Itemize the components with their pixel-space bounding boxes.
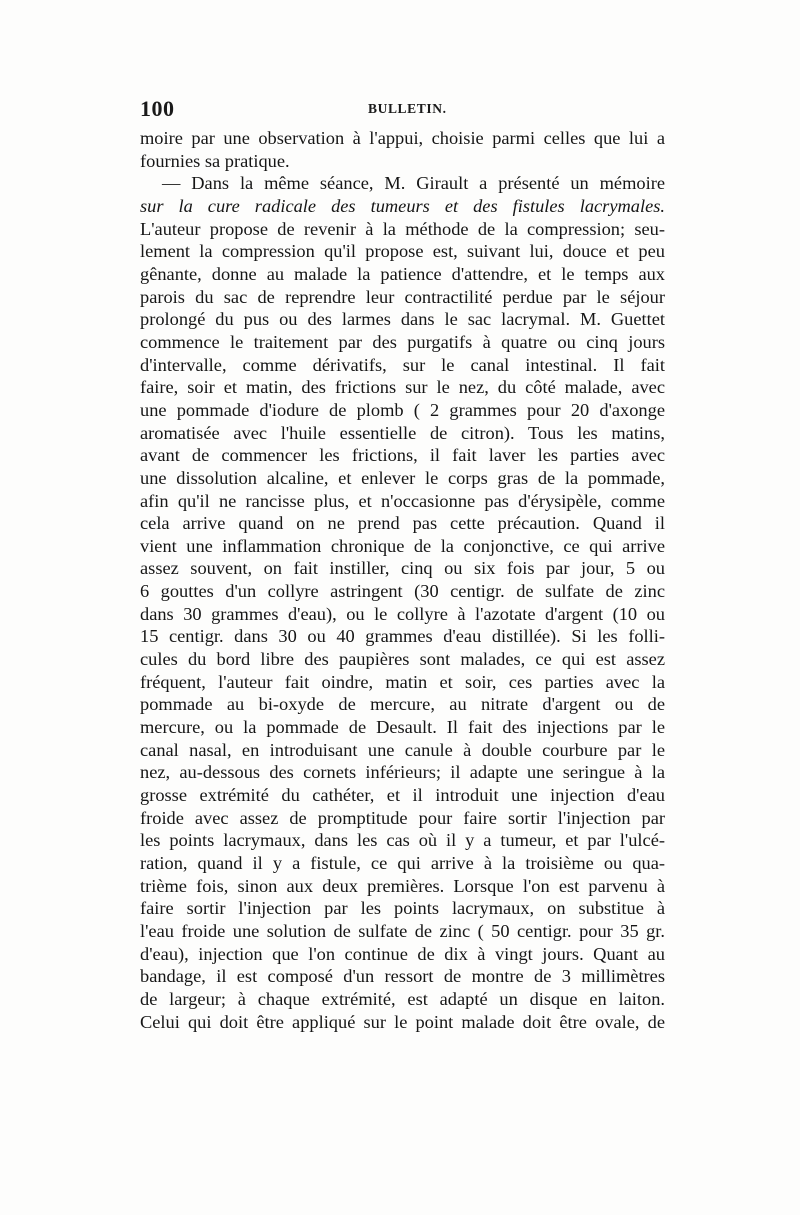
text-line-italic <box>140 195 665 218</box>
text-line: avant de commencer les frictions, il fait laver les parties avec <box>140 445 665 466</box>
text-line: les points lacrymaux, dans les cas où il y a tumeur, et par l'ulcé- <box>140 830 665 851</box>
text-line: faire, soir et matin, des frictions sur le nez, du côté malade, avec <box>140 377 665 398</box>
text-line: trième fois, sinon aux deux premières. Lorsque l'on est parvenu à <box>140 875 665 896</box>
text-line: assez souvent, on fait instiller, cinq ou six fois par jour, 5 ou <box>140 558 665 579</box>
page-number: 100 <box>140 96 175 121</box>
text-line: ration, quand il y a fistule, ce qui arrive à la troisième ou qua- <box>140 853 665 873</box>
body-text <box>140 127 665 1033</box>
text-line: bandage, il est composé d'un ressort de montre de 3 millimètres <box>140 966 665 987</box>
text-line: gênante, donne au malade la patience d'attendre, et le temps aux <box>140 263 665 284</box>
text-line: fréquent, l'auteur fait oindre, matin et soir, ces parties avec la <box>140 671 665 692</box>
text-line: L'auteur propose de revenir à la méthode de la compression; seu- <box>140 218 665 239</box>
text-line: cules du bord libre des paupières sont malades, ce qui est assez <box>140 649 665 670</box>
italic-title: sur la cure radicale des tumeurs et des fistules lacrymales. <box>140 195 665 216</box>
page-header <box>140 96 665 124</box>
text-line: d'intervalle, comme dérivatifs, sur le canal intestinal. Il fait <box>140 354 665 375</box>
text-line: — Dans la même séance, M. Girault a présenté un mémoire <box>162 173 665 194</box>
text-line: mercure, ou la pommade de Desault. Il fait des injections par le <box>140 717 665 738</box>
text-line: Celui qui doit être appliqué sur le point malade doit être ovale, de <box>140 1011 665 1032</box>
text-line: une dissolution alcaline, et enlever le corps gras de la pommade, <box>140 467 665 488</box>
text-line: nez, au-dessous des cornets inférieurs; il adapte une seringue à la <box>140 762 665 783</box>
text-line: prolongé du pus ou des larmes dans le sac lacrymal. M. Guettet <box>140 309 665 330</box>
text-line: afin qu'il ne rancisse plus, et n'occasionne pas d'érysipèle, comme <box>140 490 665 511</box>
text-line: une pommade d'iodure de plomb ( 2 grammes pour 20 d'axonge <box>140 399 665 420</box>
text-line: faire sortir l'injection par les points lacrymaux, on substitue à <box>140 898 665 919</box>
text-line: 6 gouttes d'un collyre astringent (30 centigr. de sulfate de zinc <box>140 581 665 602</box>
text-line: d'eau), injection que l'on continue de dix à vingt jours. Quant au <box>140 943 665 964</box>
text-line: moire par une observation à l'appui, choisie parmi celles que lui a <box>140 128 665 148</box>
text-line: parois du sac de reprendre leur contractilité perdue par le séjour <box>140 286 665 307</box>
running-head: BULLETIN. <box>368 101 447 116</box>
text-line: 15 centigr. dans 30 ou 40 grammes d'eau distillée). Si les folli- <box>140 626 665 647</box>
text-line: fournies sa pratique. <box>140 150 290 171</box>
text-line: grosse extrémité du cathéter, et il introduit une injection d'eau <box>140 785 665 806</box>
text-line: l'eau froide une solution de sulfate de zinc ( 50 centigr. pour 35 gr. <box>140 920 665 941</box>
text-line: lement la compression qu'il propose est, suivant lui, douce et peu <box>140 241 665 262</box>
text-line: de largeur; à chaque extrémité, est adapté un disque en laiton. <box>140 988 665 1009</box>
text-line: commence le traitement par des purgatifs à quatre ou cinq jours <box>140 331 665 352</box>
text-line: vient une inflammation chronique de la conjonctive, ce qui arrive <box>140 535 665 556</box>
text-line: pommade au bi-oxyde de mercure, au nitrate d'argent ou de <box>140 694 665 715</box>
text-line: canal nasal, en introduisant une canule à double courbure par le <box>140 739 665 760</box>
text-line: cela arrive quand on ne prend pas cette précaution. Quand il <box>140 513 665 534</box>
text-line: dans 30 grammes d'eau), ou le collyre à l'azotate d'argent (10 ou <box>140 603 665 624</box>
text-line: aromatisée avec l'huile essentielle de citron). Tous les matins, <box>140 422 665 443</box>
text-line: froide avec assez de promptitude pour faire sortir l'injection par <box>140 807 665 828</box>
